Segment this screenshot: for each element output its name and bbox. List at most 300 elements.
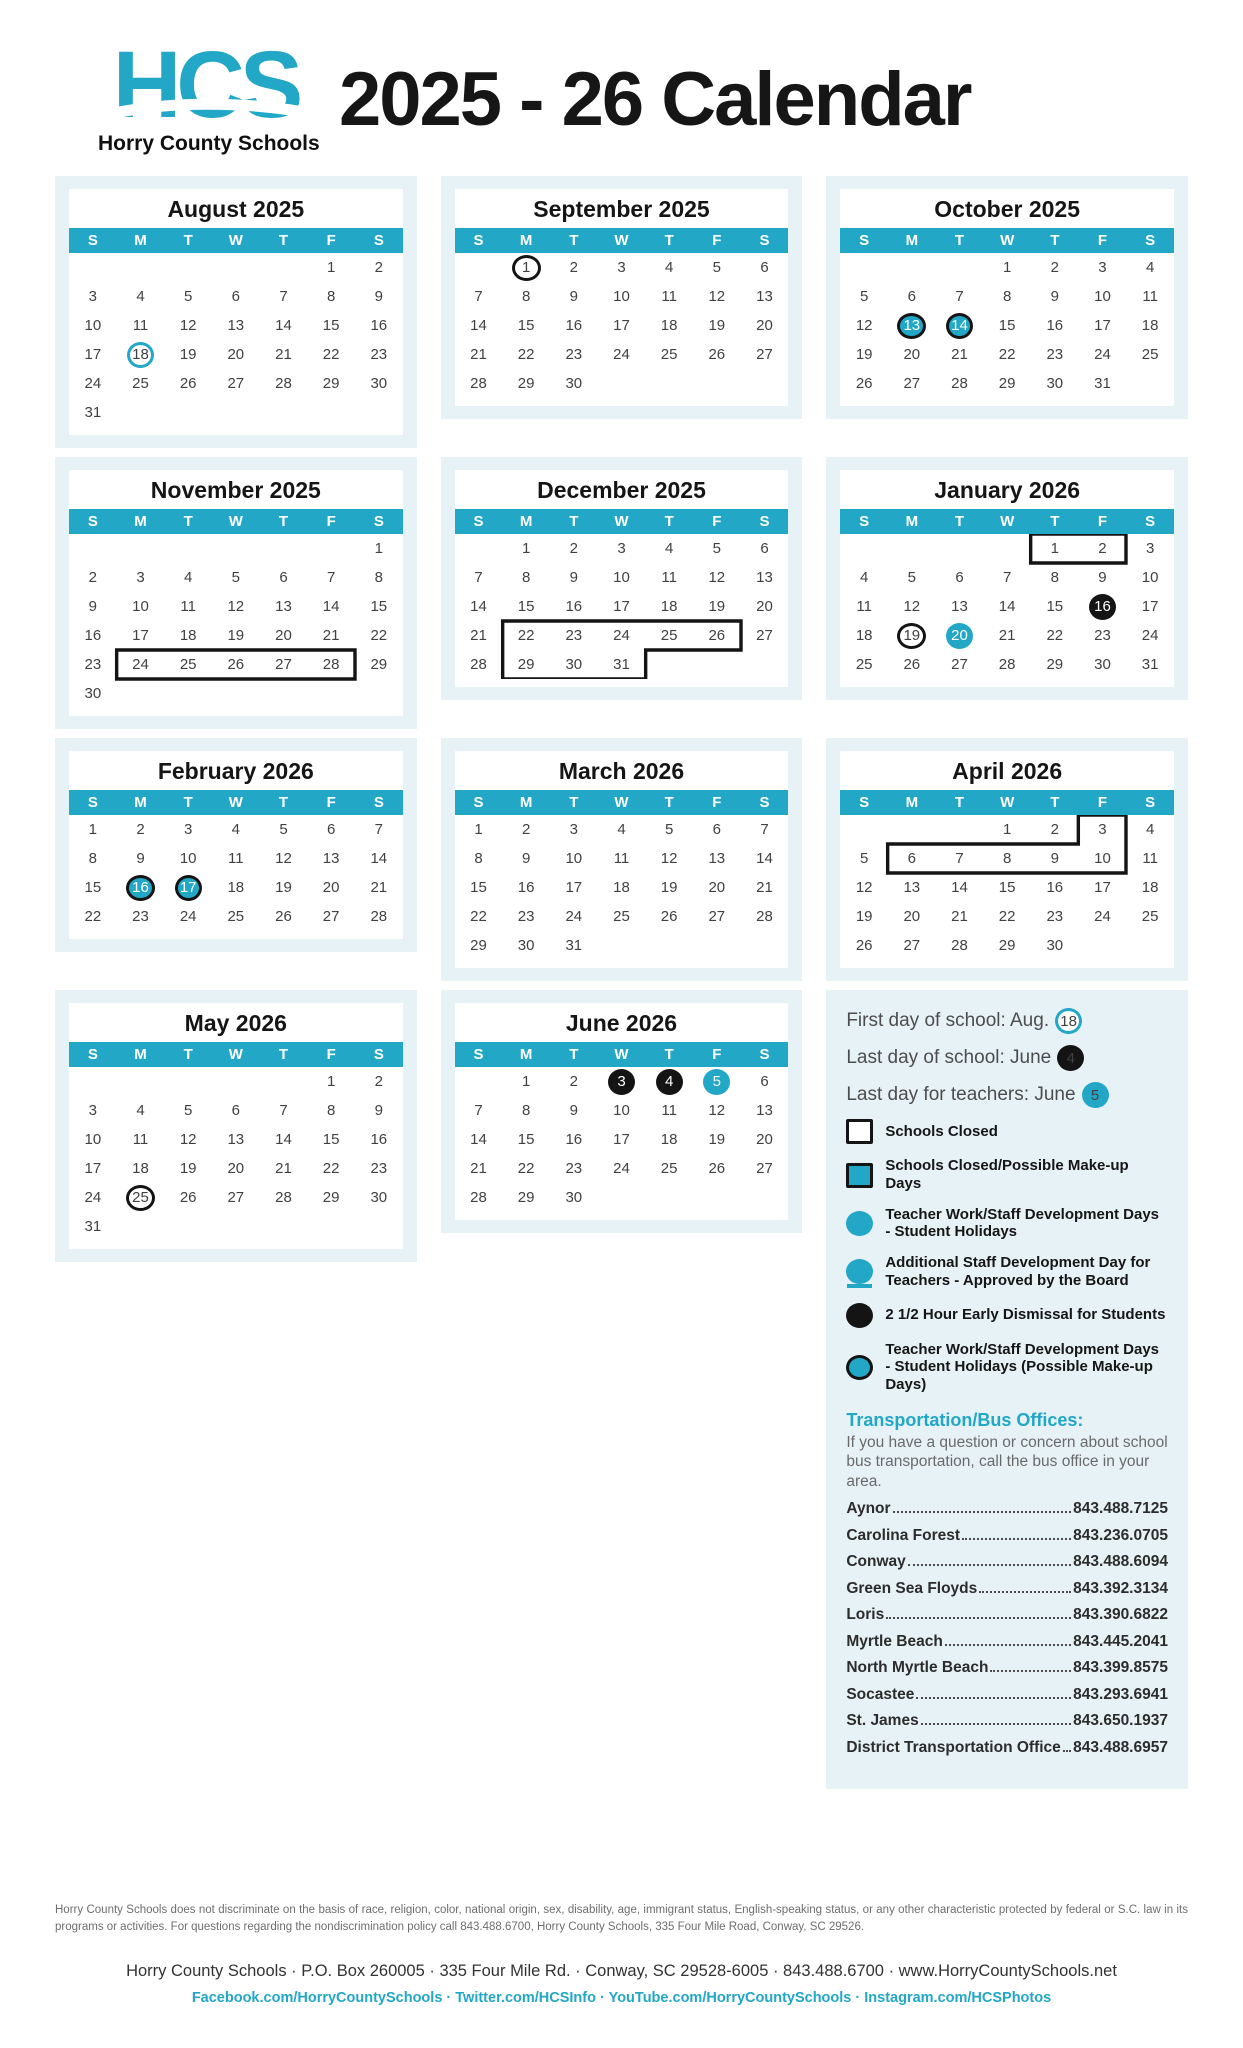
day-number: 19 (275, 879, 292, 897)
day-cell (502, 650, 550, 679)
day-cell (502, 902, 550, 931)
day-number: 26 (660, 908, 678, 926)
day-cell (455, 592, 503, 621)
key-date-row (846, 1008, 1168, 1034)
day-cell (936, 902, 984, 931)
month-title: January 2026 (934, 477, 1081, 504)
day-cell (550, 1154, 598, 1183)
day-teacher-ring-circle: 17 (175, 875, 202, 901)
teacher-circle-icon (846, 1211, 873, 1236)
day-number: 4 (1145, 821, 1155, 839)
day-number: 17 (1094, 317, 1111, 335)
weekday-label: S (473, 513, 484, 531)
day-number: 5 (279, 821, 288, 839)
day-cell-empty (212, 1067, 260, 1096)
day-early-dismissal-circle: 4 (656, 1069, 683, 1095)
weekday-label: T (278, 1046, 289, 1064)
weekday-label: W (228, 232, 243, 250)
day-cell (1031, 340, 1079, 369)
day-number: 9 (88, 598, 97, 616)
day-number: 26 (275, 908, 292, 926)
month-september-2025 (441, 176, 803, 419)
bus-office-row (846, 1686, 1168, 1713)
day-cell (1126, 282, 1174, 311)
day-number: 3 (183, 821, 193, 839)
bus-office-name: Aynor (846, 1500, 891, 1518)
day-cell-empty (840, 534, 888, 563)
day-number: 25 (660, 346, 678, 364)
day-cell (598, 621, 646, 650)
teacher-ring-circle-icon (846, 1355, 873, 1380)
bus-office-phone: 843.236.0705 (1073, 1526, 1168, 1544)
day-number: 29 (370, 656, 388, 674)
day-cell (455, 815, 503, 844)
day-number: 5 (712, 540, 721, 558)
dotted-leader (945, 1644, 1071, 1646)
day-cell (983, 931, 1031, 960)
dotted-leader (921, 1723, 1071, 1725)
weekday-label: M (134, 232, 147, 250)
day-cell (888, 650, 936, 679)
day-number: 28 (275, 1189, 292, 1207)
day-cell (307, 340, 355, 369)
day-cell (502, 1125, 550, 1154)
weekday-label: M (519, 794, 533, 812)
day-number: 31 (565, 937, 583, 955)
day-cell (936, 931, 984, 960)
month-title: April 2026 (952, 758, 1063, 785)
bus-office-phone: 843.445.2041 (1073, 1632, 1168, 1650)
day-cell (502, 844, 550, 873)
bus-office-name: Myrtle Beach (846, 1632, 943, 1650)
day-number: 21 (998, 627, 1016, 645)
day-number: 13 (903, 879, 921, 897)
day-number: 9 (521, 850, 531, 868)
day-number: 10 (1094, 288, 1111, 306)
day-number: 10 (565, 850, 583, 868)
day-cell (455, 621, 503, 650)
weekday-label: S (759, 1046, 770, 1064)
day-number: 27 (951, 656, 968, 674)
day-cell (840, 282, 888, 311)
day-number: 1 (1002, 259, 1012, 277)
day-cell (645, 592, 693, 621)
day-cell (117, 592, 165, 621)
day-cell (693, 592, 741, 621)
bus-office-name: Conway (846, 1553, 906, 1571)
day-cell (164, 873, 212, 902)
day-number: 12 (855, 879, 873, 897)
day-cell (69, 282, 117, 311)
day-cell-empty (260, 1067, 308, 1096)
weekday-label: F (712, 794, 722, 812)
day-cell (550, 592, 598, 621)
weekday-header-row (69, 790, 403, 815)
weekday-label: W (1000, 513, 1015, 531)
day-closed-box: 19 (897, 623, 926, 649)
day-number: 23 (517, 908, 535, 926)
day-cell (693, 902, 741, 931)
day-cell-empty (117, 534, 165, 563)
day-number: 23 (1046, 346, 1064, 364)
weekday-label: W (614, 232, 629, 250)
day-cell (455, 931, 503, 960)
day-cell (260, 311, 308, 340)
month-title: September 2025 (533, 196, 710, 223)
day-closed-box: 25 (126, 1185, 155, 1211)
day-cell (260, 815, 308, 844)
day-number: 26 (708, 1160, 726, 1178)
day-cell (355, 1125, 403, 1154)
transportation-intro: If you have a question or concern about school bus transportation, call the bus office in your area. (846, 1433, 1168, 1491)
day-cell (502, 815, 550, 844)
weekday-label: M (134, 794, 147, 812)
day-number: 4 (664, 259, 674, 277)
key-date-label: Last day for teachers: June (846, 1084, 1076, 1106)
weekday-header-row (69, 509, 403, 534)
weekday-label: T (664, 794, 674, 812)
day-number: 29 (517, 656, 535, 674)
day-cell-empty (936, 815, 984, 844)
day-number: 10 (1094, 850, 1111, 868)
day-number: 29 (322, 375, 340, 393)
key-date-label: First day of school: Aug. (846, 1010, 1050, 1032)
day-cell (117, 1183, 165, 1212)
days-grid (840, 253, 1174, 398)
day-number: 15 (1046, 598, 1064, 616)
day-cell (355, 902, 403, 931)
day-cell (598, 592, 646, 621)
bus-office-name: Socastee (846, 1685, 915, 1703)
day-number: 17 (565, 879, 583, 897)
weekday-label: S (87, 513, 98, 531)
weekday-label: T (1050, 794, 1060, 812)
day-cell (645, 1067, 693, 1096)
day-cell-empty (840, 815, 888, 844)
day-cell (69, 679, 117, 708)
day-cell (1126, 340, 1174, 369)
day-cell (550, 340, 598, 369)
day-number: 11 (661, 569, 677, 587)
month-panel (455, 189, 789, 406)
day-number: 1 (326, 259, 336, 277)
day-number: 27 (903, 375, 921, 393)
day-cell (69, 592, 117, 621)
day-number: 19 (660, 879, 678, 897)
bus-office-name: District Transportation Office (846, 1738, 1061, 1756)
weekday-label: T (569, 794, 579, 812)
day-number: 26 (708, 627, 726, 645)
day-number: 24 (179, 908, 197, 926)
weekday-label: S (373, 513, 384, 531)
month-title: December 2025 (537, 477, 706, 504)
key-dates (846, 1008, 1168, 1108)
day-number: 6 (712, 821, 721, 839)
day-cell (212, 563, 260, 592)
day-cell (1031, 534, 1079, 563)
weekday-header-row (840, 228, 1174, 253)
day-number: 22 (998, 346, 1016, 364)
day-number: 23 (565, 346, 583, 364)
day-cell (307, 1154, 355, 1183)
day-number: 5 (183, 1102, 193, 1120)
day-number: 4 (617, 821, 626, 839)
weekday-label: T (183, 513, 193, 531)
weekday-label: T (954, 232, 965, 250)
day-cell (164, 282, 212, 311)
weekday-header-row (455, 509, 789, 534)
day-number: 29 (517, 1189, 535, 1207)
day-cell (598, 650, 646, 679)
day-number: 7 (1002, 569, 1012, 587)
day-cell (741, 253, 789, 282)
day-cell (117, 311, 165, 340)
day-number: 31 (84, 1218, 102, 1236)
day-cell (502, 282, 550, 311)
day-number: 17 (84, 346, 102, 364)
day-number: 23 (1046, 908, 1064, 926)
day-cell (164, 621, 212, 650)
day-cell (69, 873, 117, 902)
day-cell (645, 1154, 693, 1183)
day-cell-empty (455, 253, 503, 282)
weekday-label: M (134, 1046, 147, 1064)
day-number: 19 (855, 908, 873, 926)
day-number: 2 (374, 259, 383, 277)
day-cell (741, 563, 789, 592)
weekday-label: W (614, 1046, 629, 1064)
bus-office-name: St. James (846, 1712, 919, 1730)
day-cell-empty (117, 253, 165, 282)
day-cell (260, 563, 308, 592)
day-cell (117, 282, 165, 311)
day-number: 22 (322, 1160, 340, 1178)
day-first-day-circle: 18 (127, 342, 154, 368)
day-cell (502, 1067, 550, 1096)
bus-office-phone: 843.399.8575 (1073, 1659, 1168, 1677)
day-number: 29 (470, 937, 487, 955)
day-number: 31 (1094, 375, 1111, 393)
day-number: 19 (227, 627, 245, 645)
day-cell (1031, 815, 1079, 844)
month-panel (69, 189, 403, 435)
bus-office-phone: 843.488.7125 (1073, 1500, 1168, 1518)
day-cell (455, 1125, 503, 1154)
day-number: 1 (521, 1073, 531, 1091)
day-number: 7 (326, 569, 336, 587)
day-cell (117, 844, 165, 873)
day-cell (455, 873, 503, 902)
day-cell (307, 815, 355, 844)
day-makeup-square: 16 (126, 875, 155, 901)
day-cell (69, 1096, 117, 1125)
weekday-label: S (859, 232, 870, 250)
day-number: 23 (370, 346, 388, 364)
day-number: 7 (474, 288, 483, 306)
weekday-label: T (278, 794, 289, 812)
day-number: 10 (613, 569, 630, 587)
day-cell (1079, 253, 1127, 282)
weekday-label: M (905, 794, 919, 812)
day-number: 27 (227, 1189, 245, 1207)
day-number: 23 (565, 1160, 583, 1178)
bus-office-row (846, 1580, 1168, 1607)
day-number: 21 (470, 1160, 487, 1178)
day-cell (693, 563, 741, 592)
day-number: 20 (756, 1131, 773, 1149)
day-number: 28 (370, 908, 388, 926)
day-cell (598, 873, 646, 902)
day-cell (550, 534, 598, 563)
day-number: 25 (1141, 346, 1159, 364)
day-number: 24 (613, 1160, 630, 1178)
day-cell-empty (888, 534, 936, 563)
weekday-label: S (859, 513, 870, 531)
day-cell (355, 815, 403, 844)
key-date-row (846, 1045, 1168, 1071)
weekday-label: S (473, 232, 484, 250)
day-cell (355, 592, 403, 621)
day-number: 30 (517, 937, 535, 955)
day-cell (69, 398, 117, 427)
day-cell (164, 369, 212, 398)
dotted-leader (962, 1538, 1071, 1540)
day-number: 14 (470, 598, 487, 616)
day-number: 20 (903, 346, 921, 364)
day-cell (355, 1183, 403, 1212)
day-number: 15 (322, 1131, 340, 1149)
bus-office-row (846, 1500, 1168, 1527)
day-number: 27 (756, 627, 773, 645)
bus-office-phone: 843.488.6957 (1073, 1738, 1168, 1756)
day-number: 18 (613, 879, 630, 897)
day-cell (598, 534, 646, 563)
day-cell (502, 563, 550, 592)
day-cell-empty (212, 534, 260, 563)
day-cell (307, 1183, 355, 1212)
weekday-label: T (1050, 513, 1060, 531)
weekday-label: M (134, 513, 147, 531)
day-cell (260, 282, 308, 311)
weekday-label: T (954, 794, 965, 812)
day-number: 24 (613, 346, 630, 364)
day-number: 6 (231, 1102, 240, 1120)
weekday-label: S (759, 794, 770, 812)
day-cell (1031, 282, 1079, 311)
day-number: 21 (756, 879, 773, 897)
day-cell (840, 340, 888, 369)
legend-label: Schools Closed (885, 1123, 998, 1141)
key-date-label: Last day of school: June (846, 1047, 1052, 1069)
day-cell (212, 282, 260, 311)
day-number: 16 (370, 317, 388, 335)
weekday-label: M (519, 1046, 533, 1064)
day-cell (693, 621, 741, 650)
day-cell (455, 1183, 503, 1212)
day-number: 28 (275, 375, 292, 393)
weekday-header-row (455, 228, 789, 253)
day-number: 16 (1046, 879, 1064, 897)
day-cell (983, 844, 1031, 873)
day-cell (117, 340, 165, 369)
day-number: 17 (84, 1160, 102, 1178)
day-cell-empty (936, 253, 984, 282)
day-number: 3 (617, 259, 626, 277)
day-number: 13 (275, 598, 292, 616)
day-number: 22 (517, 627, 535, 645)
day-cell (164, 1125, 212, 1154)
day-cell (260, 1183, 308, 1212)
day-number: 11 (613, 850, 630, 868)
day-cell (550, 844, 598, 873)
month-panel (455, 751, 789, 968)
weekday-label: T (664, 232, 674, 250)
day-cell (888, 311, 936, 340)
day-number: 6 (760, 1073, 769, 1091)
day-number: 21 (951, 346, 968, 364)
day-number: 7 (474, 569, 483, 587)
day-cell (355, 1096, 403, 1125)
days-grid (455, 1067, 789, 1212)
dotted-leader (1063, 1750, 1071, 1752)
day-number: 12 (708, 288, 726, 306)
day-cell (355, 650, 403, 679)
weekday-label: T (183, 232, 193, 250)
day-number: 29 (998, 937, 1016, 955)
day-number: 27 (903, 937, 921, 955)
day-number: 24 (1094, 346, 1111, 364)
day-cell (598, 902, 646, 931)
day-cell (1031, 369, 1079, 398)
day-number: 20 (756, 598, 773, 616)
day-number: 17 (132, 627, 149, 645)
day-number: 17 (1094, 879, 1111, 897)
day-number: 22 (998, 908, 1016, 926)
day-number: 29 (998, 375, 1016, 393)
day-number: 8 (521, 288, 531, 306)
day-cell (212, 592, 260, 621)
day-number: 23 (84, 656, 102, 674)
day-cell (307, 1096, 355, 1125)
day-cell (1079, 844, 1127, 873)
day-cell (69, 1154, 117, 1183)
day-number: 5 (859, 288, 869, 306)
day-cell (741, 340, 789, 369)
day-cell (550, 815, 598, 844)
bus-office-name: Carolina Forest (846, 1526, 961, 1544)
day-number: 17 (613, 598, 630, 616)
day-cell (741, 592, 789, 621)
day-cell (355, 340, 403, 369)
day-number: 11 (856, 598, 872, 616)
day-number: 8 (88, 850, 97, 868)
legend-item (846, 1341, 1168, 1394)
day-number: 7 (374, 821, 383, 839)
day-cell (840, 592, 888, 621)
day-cell-empty (936, 534, 984, 563)
day-cell (840, 873, 888, 902)
day-cell (888, 873, 936, 902)
day-cell (117, 369, 165, 398)
day-cell (936, 311, 984, 340)
day-number: 5 (859, 850, 869, 868)
day-cell (1079, 815, 1127, 844)
day-number: 6 (279, 569, 288, 587)
day-number: 18 (179, 627, 197, 645)
transportation-section (846, 1410, 1168, 1765)
day-cell (645, 873, 693, 902)
day-number: 7 (955, 288, 964, 306)
